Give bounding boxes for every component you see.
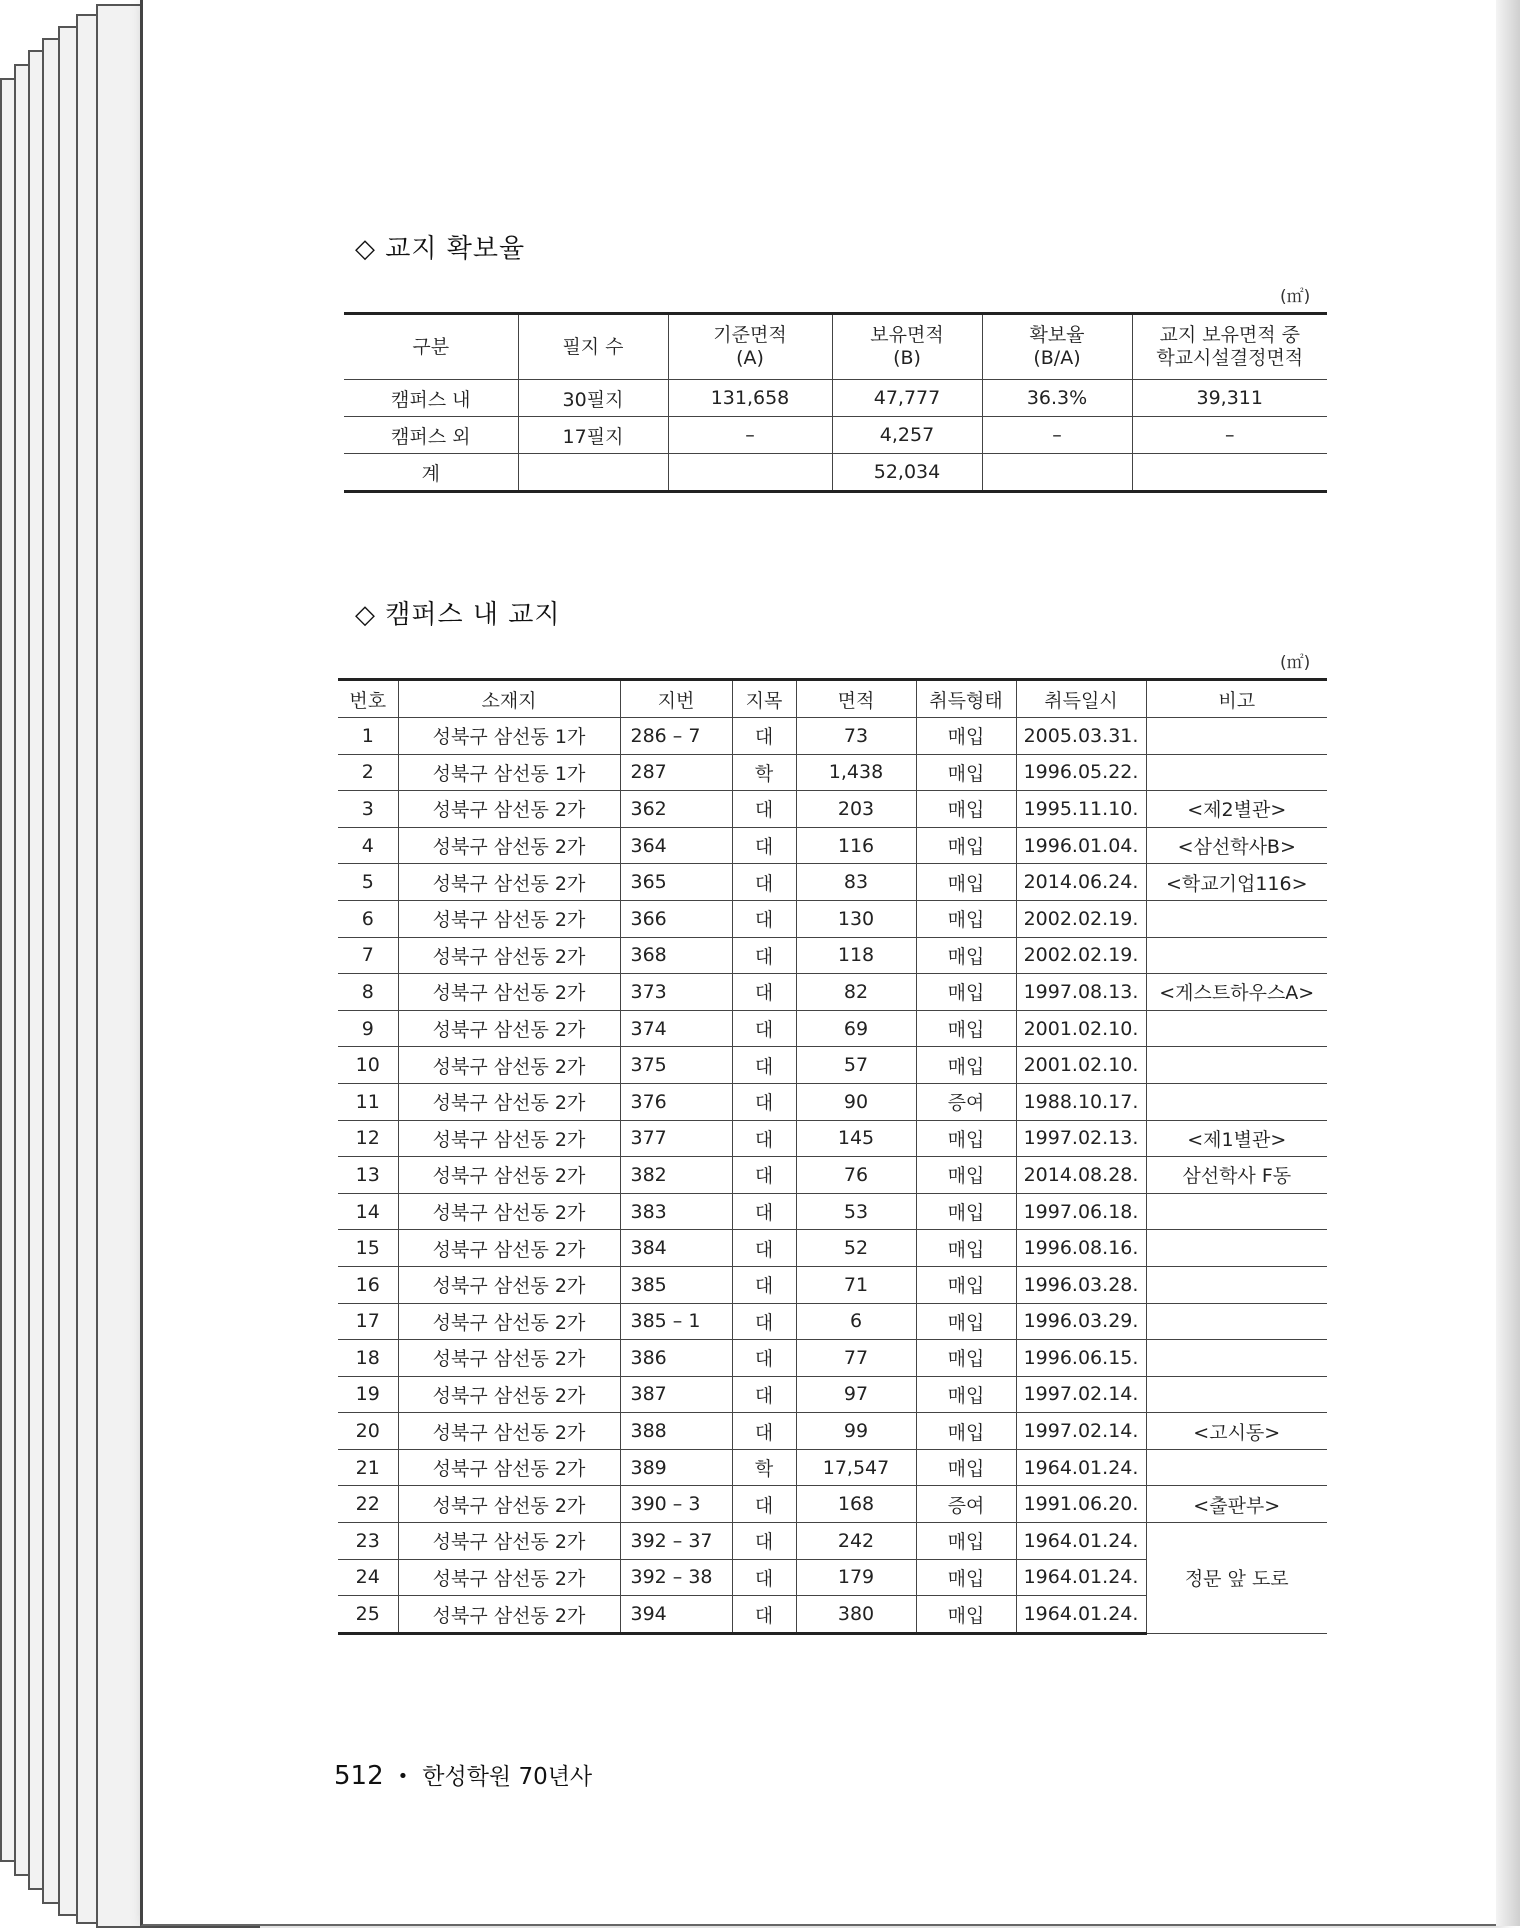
campus-land-table bbox=[338, 678, 1327, 1635]
table-cell: 대 bbox=[732, 1230, 796, 1267]
table-cell: 118 bbox=[796, 937, 916, 974]
table-cell: 377 bbox=[620, 1120, 732, 1157]
table-cell: 383 bbox=[620, 1193, 732, 1230]
table-cell: 성북구 삼선동 2가 bbox=[398, 1340, 620, 1377]
table-cell: 4 bbox=[338, 827, 398, 864]
table-cell: 373 bbox=[620, 974, 732, 1011]
table-cell bbox=[1146, 1266, 1327, 1303]
table-cell: 성북구 삼선동 1가 bbox=[398, 718, 620, 755]
table-cell bbox=[982, 454, 1132, 492]
column-header: 필지 수 bbox=[518, 314, 668, 380]
unit-label: (㎡) bbox=[1280, 287, 1311, 307]
table-cell: 16 bbox=[338, 1266, 398, 1303]
table-cell: 매입 bbox=[916, 1413, 1016, 1450]
table-cell bbox=[1146, 1193, 1327, 1230]
table-cell: 53 bbox=[796, 1193, 916, 1230]
table-cell: 대 bbox=[732, 718, 796, 755]
table-cell: 성북구 삼선동 2가 bbox=[398, 1266, 620, 1303]
table-cell: 14 bbox=[338, 1193, 398, 1230]
table-cell: 4,257 bbox=[832, 417, 982, 454]
table-cell: 매입 bbox=[916, 1120, 1016, 1157]
table-row bbox=[338, 1486, 1327, 1523]
table-cell: 2002.02.19. bbox=[1016, 937, 1146, 974]
table-cell: 21 bbox=[338, 1449, 398, 1486]
table-row bbox=[338, 754, 1327, 791]
table-cell: 71 bbox=[796, 1266, 916, 1303]
table-cell: 대 bbox=[732, 900, 796, 937]
table-cell: 30필지 bbox=[518, 380, 668, 417]
table-cell: 매입 bbox=[916, 718, 1016, 755]
table-row bbox=[344, 417, 1327, 454]
table-cell: 정문 앞 도로 bbox=[1146, 1523, 1327, 1634]
table-cell: 성북구 삼선동 2가 bbox=[398, 1596, 620, 1634]
table-cell: 성북구 삼선동 2가 bbox=[398, 1303, 620, 1340]
table-cell: 2005.03.31. bbox=[1016, 718, 1146, 755]
table-cell: 1996.08.16. bbox=[1016, 1230, 1146, 1267]
table-header-row bbox=[344, 314, 1327, 380]
table-cell: 52,034 bbox=[832, 454, 982, 492]
table-cell: 대 bbox=[732, 1157, 796, 1194]
table-cell: 성북구 삼선동 2가 bbox=[398, 1157, 620, 1194]
table-cell: 145 bbox=[796, 1120, 916, 1157]
column-header: 비고 bbox=[1146, 680, 1327, 718]
table-cell: 학 bbox=[732, 1449, 796, 1486]
table-row bbox=[338, 1376, 1327, 1413]
table-cell: 387 bbox=[620, 1376, 732, 1413]
table-cell: 82 bbox=[796, 974, 916, 1011]
table-cell: 1991.06.20. bbox=[1016, 1486, 1146, 1523]
table-cell: 380 bbox=[796, 1596, 916, 1634]
table-cell: 242 bbox=[796, 1523, 916, 1560]
table-cell: 36.3% bbox=[982, 380, 1132, 417]
table-row bbox=[338, 791, 1327, 828]
table-cell: 376 bbox=[620, 1083, 732, 1120]
table-cell: 1997.02.14. bbox=[1016, 1376, 1146, 1413]
table-cell: <삼선학사B> bbox=[1146, 827, 1327, 864]
table-cell: 9 bbox=[338, 1010, 398, 1047]
table-cell: 368 bbox=[620, 937, 732, 974]
table-cell: 83 bbox=[796, 864, 916, 901]
table-cell: 대 bbox=[732, 791, 796, 828]
table-cell: 1964.01.24. bbox=[1016, 1523, 1146, 1560]
table-cell: 대 bbox=[732, 1376, 796, 1413]
table-row bbox=[338, 718, 1327, 755]
table-cell: 287 bbox=[620, 754, 732, 791]
table-cell bbox=[1146, 1376, 1327, 1413]
table-cell: 97 bbox=[796, 1376, 916, 1413]
table-cell: 90 bbox=[796, 1083, 916, 1120]
table-cell: 성북구 삼선동 2가 bbox=[398, 791, 620, 828]
table-cell bbox=[1146, 718, 1327, 755]
table-cell: 1964.01.24. bbox=[1016, 1449, 1146, 1486]
column-header: 면적 bbox=[796, 680, 916, 718]
table-cell: 69 bbox=[796, 1010, 916, 1047]
right-shadow bbox=[1496, 0, 1520, 1926]
table-cell: <고시동> bbox=[1146, 1413, 1327, 1450]
table-cell: 130 bbox=[796, 900, 916, 937]
table-cell: 19 bbox=[338, 1376, 398, 1413]
table-cell: 성북구 삼선동 2가 bbox=[398, 1083, 620, 1120]
table-cell: 대 bbox=[732, 1193, 796, 1230]
table-cell: 389 bbox=[620, 1449, 732, 1486]
table-cell: 대 bbox=[732, 1266, 796, 1303]
table-cell: <출판부> bbox=[1146, 1486, 1327, 1523]
table-cell: 삼선학사 F동 bbox=[1146, 1157, 1327, 1194]
table-cell: 286 – 7 bbox=[620, 718, 732, 755]
table-cell: 대 bbox=[732, 974, 796, 1011]
table-row bbox=[338, 937, 1327, 974]
table-row bbox=[338, 1157, 1327, 1194]
table-cell: 203 bbox=[796, 791, 916, 828]
table-cell: 대 bbox=[732, 1083, 796, 1120]
table-cell: – bbox=[1132, 417, 1327, 454]
column-header: 지번 bbox=[620, 680, 732, 718]
table-row bbox=[338, 900, 1327, 937]
table-cell: 매입 bbox=[916, 754, 1016, 791]
column-header: 교지 보유면적 중 학교시설결정면적 bbox=[1132, 314, 1327, 380]
section-title-campus-land: ◇ 캠퍼스 내 교지 bbox=[355, 600, 561, 630]
table-cell bbox=[1146, 754, 1327, 791]
table-cell: 394 bbox=[620, 1596, 732, 1634]
table-row bbox=[338, 1193, 1327, 1230]
column-header: 소재지 bbox=[398, 680, 620, 718]
table-cell bbox=[1146, 1303, 1327, 1340]
table-cell: 2002.02.19. bbox=[1016, 900, 1146, 937]
table-cell: 대 bbox=[732, 1047, 796, 1084]
table-cell: 매입 bbox=[916, 1266, 1016, 1303]
table-cell: 1995.11.10. bbox=[1016, 791, 1146, 828]
table-cell: 179 bbox=[796, 1559, 916, 1596]
table-cell: 17,547 bbox=[796, 1449, 916, 1486]
bullet-separator: • bbox=[397, 1766, 409, 1787]
table-cell bbox=[1146, 1083, 1327, 1120]
column-header: 지목 bbox=[732, 680, 796, 718]
table-cell: 2014.08.28. bbox=[1016, 1157, 1146, 1194]
table-cell: 대 bbox=[732, 864, 796, 901]
table-cell: 366 bbox=[620, 900, 732, 937]
page-number: 512 bbox=[334, 1761, 384, 1791]
table-cell: 11 bbox=[338, 1083, 398, 1120]
table-cell: 성북구 삼선동 2가 bbox=[398, 1230, 620, 1267]
column-header: 번호 bbox=[338, 680, 398, 718]
table-cell: 1996.05.22. bbox=[1016, 754, 1146, 791]
table-cell: 76 bbox=[796, 1157, 916, 1194]
book-title: 한성학원 70년사 bbox=[422, 1764, 593, 1790]
table-cell: 390 – 3 bbox=[620, 1486, 732, 1523]
table-cell: 캠퍼스 내 bbox=[344, 380, 518, 417]
table-row bbox=[338, 1449, 1327, 1486]
column-header: 취득형태 bbox=[916, 680, 1016, 718]
table-cell: 385 bbox=[620, 1266, 732, 1303]
table-cell: 증여 bbox=[916, 1486, 1016, 1523]
table-cell: 7 bbox=[338, 937, 398, 974]
table-cell: 대 bbox=[732, 937, 796, 974]
table-cell: 매입 bbox=[916, 1230, 1016, 1267]
table-cell: 대 bbox=[732, 1413, 796, 1450]
table-header-row bbox=[338, 680, 1327, 718]
table-cell: 대 bbox=[732, 1303, 796, 1340]
table-cell: 성북구 삼선동 2가 bbox=[398, 1376, 620, 1413]
table-cell bbox=[518, 454, 668, 492]
table-cell: 24 bbox=[338, 1559, 398, 1596]
table-cell: <게스트하우스A> bbox=[1146, 974, 1327, 1011]
page-footer bbox=[334, 1758, 592, 1791]
table-cell: 성북구 삼선동 2가 bbox=[398, 1010, 620, 1047]
table-cell: 1,438 bbox=[796, 754, 916, 791]
table-cell: 25 bbox=[338, 1596, 398, 1634]
table-cell: 1996.03.29. bbox=[1016, 1303, 1146, 1340]
table-cell bbox=[1146, 900, 1327, 937]
table-cell: 성북구 삼선동 2가 bbox=[398, 1193, 620, 1230]
table-cell: 매입 bbox=[916, 1047, 1016, 1084]
unit-label: (㎡) bbox=[1280, 653, 1311, 673]
table-cell: 382 bbox=[620, 1157, 732, 1194]
table-cell: 매입 bbox=[916, 827, 1016, 864]
table-cell bbox=[1132, 454, 1327, 492]
table-cell: 성북구 삼선동 2가 bbox=[398, 1559, 620, 1596]
table-cell: 77 bbox=[796, 1340, 916, 1377]
table-cell: – bbox=[668, 417, 832, 454]
table-cell: 73 bbox=[796, 718, 916, 755]
table-cell: 캠퍼스 외 bbox=[344, 417, 518, 454]
table-cell: 2014.06.24. bbox=[1016, 864, 1146, 901]
table-cell: 388 bbox=[620, 1413, 732, 1450]
land-ratio-table bbox=[344, 312, 1327, 493]
table-cell: 1997.06.18. bbox=[1016, 1193, 1146, 1230]
table-cell: 386 bbox=[620, 1340, 732, 1377]
table-row bbox=[338, 1047, 1327, 1084]
table-cell: 성북구 삼선동 1가 bbox=[398, 754, 620, 791]
table-cell: 학 bbox=[732, 754, 796, 791]
table-cell: – bbox=[982, 417, 1132, 454]
table-cell: 47,777 bbox=[832, 380, 982, 417]
table-cell: 1997.02.13. bbox=[1016, 1120, 1146, 1157]
table-cell: 18 bbox=[338, 1340, 398, 1377]
table-cell: 374 bbox=[620, 1010, 732, 1047]
table-cell: 1997.02.14. bbox=[1016, 1413, 1146, 1450]
table-cell: 성북구 삼선동 2가 bbox=[398, 827, 620, 864]
table-cell: 362 bbox=[620, 791, 732, 828]
table-row bbox=[338, 864, 1327, 901]
table-row bbox=[338, 1230, 1327, 1267]
table-cell: 13 bbox=[338, 1157, 398, 1194]
table-cell: 2001.02.10. bbox=[1016, 1047, 1146, 1084]
table-cell: 384 bbox=[620, 1230, 732, 1267]
table-cell: 1996.01.04. bbox=[1016, 827, 1146, 864]
table-cell: 성북구 삼선동 2가 bbox=[398, 974, 620, 1011]
table-cell: 성북구 삼선동 2가 bbox=[398, 900, 620, 937]
column-header: 확보율 (B/A) bbox=[982, 314, 1132, 380]
table-cell: 증여 bbox=[916, 1083, 1016, 1120]
table-cell: 39,311 bbox=[1132, 380, 1327, 417]
table-cell: 10 bbox=[338, 1047, 398, 1084]
table-cell: 매입 bbox=[916, 1340, 1016, 1377]
table-cell: 1964.01.24. bbox=[1016, 1559, 1146, 1596]
table-cell: 성북구 삼선동 2가 bbox=[398, 1120, 620, 1157]
table-cell: 364 bbox=[620, 827, 732, 864]
table-cell: 매입 bbox=[916, 1449, 1016, 1486]
table-row bbox=[338, 974, 1327, 1011]
table-cell: 계 bbox=[344, 454, 518, 492]
table-row bbox=[344, 380, 1327, 417]
table-row bbox=[338, 1266, 1327, 1303]
table-cell: 매입 bbox=[916, 1596, 1016, 1634]
table-cell: 1964.01.24. bbox=[1016, 1596, 1146, 1634]
table-cell: 1996.03.28. bbox=[1016, 1266, 1146, 1303]
table-cell: 매입 bbox=[916, 900, 1016, 937]
table-row bbox=[338, 1010, 1327, 1047]
table-cell bbox=[668, 454, 832, 492]
table-row bbox=[338, 827, 1327, 864]
table-cell: 1996.06.15. bbox=[1016, 1340, 1146, 1377]
table-cell: 매입 bbox=[916, 1157, 1016, 1194]
table-cell: 1 bbox=[338, 718, 398, 755]
table-cell: 17 bbox=[338, 1303, 398, 1340]
table-cell: 매입 bbox=[916, 1303, 1016, 1340]
table-cell: 392 – 38 bbox=[620, 1559, 732, 1596]
table-cell: 대 bbox=[732, 1340, 796, 1377]
table-cell: 15 bbox=[338, 1230, 398, 1267]
table-cell: 131,658 bbox=[668, 380, 832, 417]
table-cell: 매입 bbox=[916, 864, 1016, 901]
column-header: 취득일시 bbox=[1016, 680, 1146, 718]
table-row bbox=[338, 1523, 1327, 1560]
table-cell: 매입 bbox=[916, 1193, 1016, 1230]
table-cell: 성북구 삼선동 2가 bbox=[398, 1449, 620, 1486]
table-cell: 392 – 37 bbox=[620, 1523, 732, 1560]
table-cell: 대 bbox=[732, 1596, 796, 1634]
table-cell: <학교기업116> bbox=[1146, 864, 1327, 901]
table-cell: 365 bbox=[620, 864, 732, 901]
table-cell: <제2별관> bbox=[1146, 791, 1327, 828]
table-cell: 성북구 삼선동 2가 bbox=[398, 864, 620, 901]
table-cell: 6 bbox=[338, 900, 398, 937]
table-cell bbox=[1146, 937, 1327, 974]
table-row bbox=[338, 1083, 1327, 1120]
table-cell bbox=[1146, 1340, 1327, 1377]
table-cell: 매입 bbox=[916, 1523, 1016, 1560]
column-header: 구분 bbox=[344, 314, 518, 380]
table-cell: 매입 bbox=[916, 1010, 1016, 1047]
table-cell: 2 bbox=[338, 754, 398, 791]
table-cell bbox=[1146, 1449, 1327, 1486]
table-cell: 8 bbox=[338, 974, 398, 1011]
table-cell: 매입 bbox=[916, 1376, 1016, 1413]
table-cell: 2001.02.10. bbox=[1016, 1010, 1146, 1047]
table-cell: 매입 bbox=[916, 974, 1016, 1011]
table-cell: 99 bbox=[796, 1413, 916, 1450]
table-row bbox=[344, 454, 1327, 492]
table-cell bbox=[1146, 1230, 1327, 1267]
table-row bbox=[338, 1120, 1327, 1157]
table-cell: 385 – 1 bbox=[620, 1303, 732, 1340]
table-cell: 168 bbox=[796, 1486, 916, 1523]
table-row bbox=[338, 1303, 1327, 1340]
table-cell: 성북구 삼선동 2가 bbox=[398, 937, 620, 974]
table-cell: 22 bbox=[338, 1486, 398, 1523]
book-stack-edges bbox=[0, 0, 160, 1926]
table-cell bbox=[1146, 1047, 1327, 1084]
table-cell: 17필지 bbox=[518, 417, 668, 454]
table-cell: 대 bbox=[732, 1486, 796, 1523]
table-cell: 375 bbox=[620, 1047, 732, 1084]
table-cell: 12 bbox=[338, 1120, 398, 1157]
table-cell bbox=[1146, 1010, 1327, 1047]
table-cell: 1988.10.17. bbox=[1016, 1083, 1146, 1120]
table-cell: 대 bbox=[732, 1559, 796, 1596]
column-header: 보유면적 (B) bbox=[832, 314, 982, 380]
table-cell: 대 bbox=[732, 1523, 796, 1560]
table-cell: 대 bbox=[732, 1010, 796, 1047]
section-title-land-ratio: ◇ 교지 확보율 bbox=[355, 234, 526, 264]
table-cell: 1997.08.13. bbox=[1016, 974, 1146, 1011]
table-cell: 116 bbox=[796, 827, 916, 864]
table-row bbox=[338, 1340, 1327, 1377]
table-cell: 3 bbox=[338, 791, 398, 828]
column-header: 기준면적 (A) bbox=[668, 314, 832, 380]
table-cell: 대 bbox=[732, 827, 796, 864]
table-row bbox=[338, 1413, 1327, 1450]
table-cell: 52 bbox=[796, 1230, 916, 1267]
table-cell: 성북구 삼선동 2가 bbox=[398, 1047, 620, 1084]
table-cell: 매입 bbox=[916, 937, 1016, 974]
table-cell: 성북구 삼선동 2가 bbox=[398, 1486, 620, 1523]
table-cell: 매입 bbox=[916, 1559, 1016, 1596]
table-cell: 매입 bbox=[916, 791, 1016, 828]
table-cell: 57 bbox=[796, 1047, 916, 1084]
table-cell: 성북구 삼선동 2가 bbox=[398, 1523, 620, 1560]
table-cell: 대 bbox=[732, 1120, 796, 1157]
table-cell: 20 bbox=[338, 1413, 398, 1450]
table-cell: 5 bbox=[338, 864, 398, 901]
table-cell: 6 bbox=[796, 1303, 916, 1340]
table-cell: 23 bbox=[338, 1523, 398, 1560]
table-cell: 성북구 삼선동 2가 bbox=[398, 1413, 620, 1450]
table-cell: <제1별관> bbox=[1146, 1120, 1327, 1157]
